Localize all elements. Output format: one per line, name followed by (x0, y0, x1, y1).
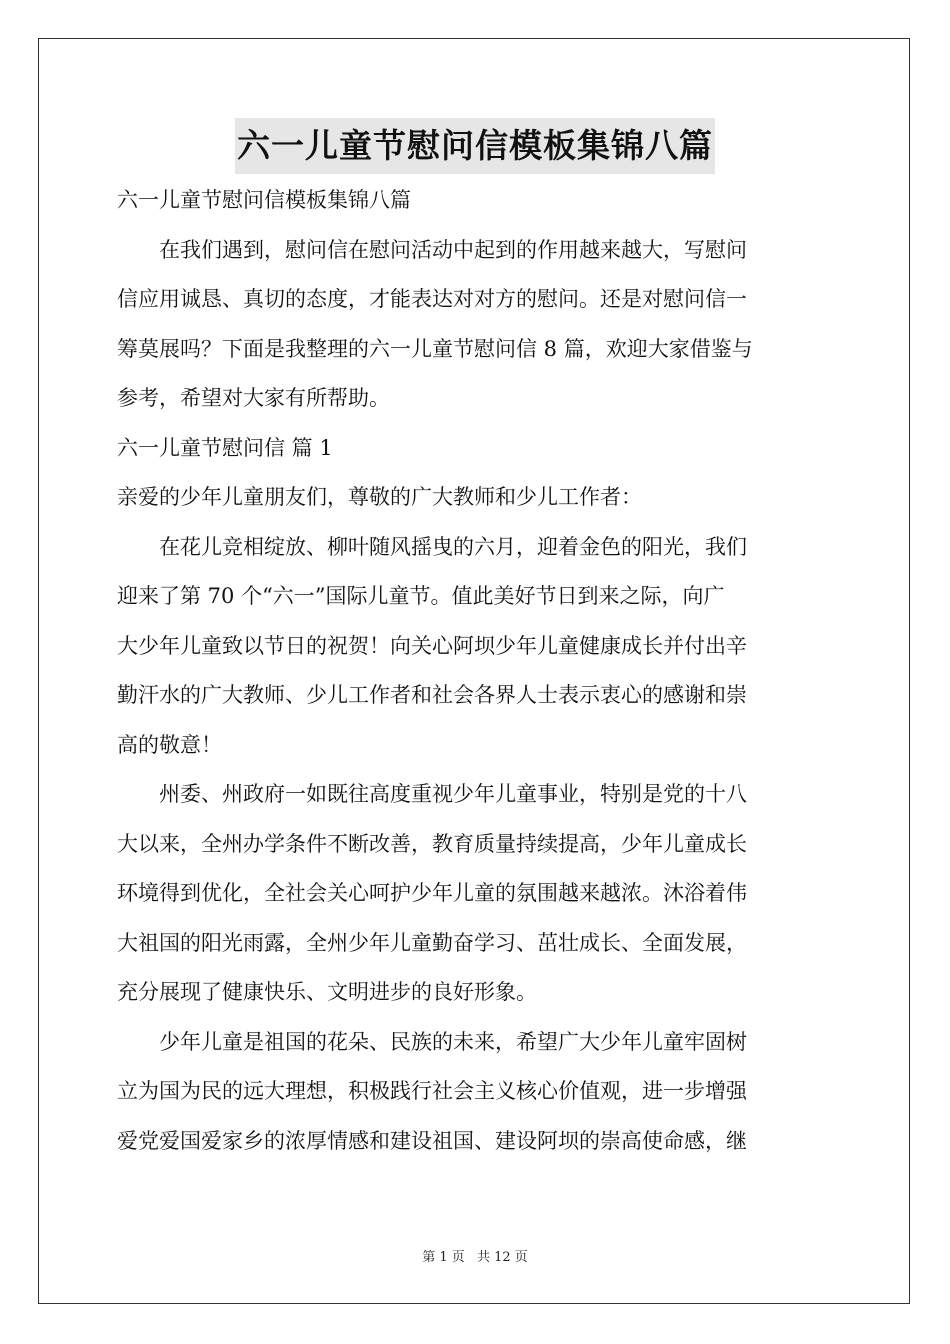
body-line: 勤汗水的广大教师、少儿工作者和社会各界人士表示衷心的感谢和崇 (117, 683, 747, 707)
body-line: 爱党爱国爱家乡的浓厚情感和建设祖国、建设阿坝的崇高使命感，继 (117, 1128, 747, 1153)
body-line: 在花儿竞相绽放、柳叶随风摇曳的六月，迎着金色的阳光，我们 (117, 534, 747, 559)
salutation: 亲爱的少年儿童朋友们，尊敬的广大教师和少儿工作者： (117, 485, 642, 509)
page-footer (0, 1246, 950, 1265)
body-line: 参考，希望对大家有所帮助。 (117, 386, 390, 410)
body-line: 少年儿童是祖国的花朵、民族的未来，希望广大少年儿童牢固树 (117, 1029, 747, 1054)
document-body (117, 176, 833, 1166)
title-container (0, 118, 950, 174)
body-line: 大祖国的阳光雨露，全州少年儿童勤奋学习、茁壮成长、全面发展， (117, 930, 747, 955)
body-line: 充分展现了健康快乐、文明进步的良好形象。 (117, 980, 537, 1004)
document-title: 六一儿童节慰问信模板集锦八篇 (235, 118, 715, 174)
page-total: 共 12 页 (476, 1250, 528, 1265)
body-line: 大少年儿童致以节日的祝贺！向关心阿坝少年儿童健康成长并付出辛 (117, 633, 747, 658)
body-line: 州委、州政府一如既往高度重视少年儿童事业，特别是党的十八 (117, 782, 747, 806)
body-line: 筹莫展吗？下面是我整理的六一儿童节慰问信 8 篇，欢迎大家借鉴与 (117, 336, 753, 361)
body-line: 信应用诚恳、真切的态度，才能表达对对方的慰问。还是对慰问信一 (117, 287, 747, 311)
body-line: 大以来，全州办学条件不断改善，教育质量持续提高，少年儿童成长 (117, 831, 747, 856)
body-line: 环境得到优化，全社会关心呵护少年儿童的氛围越来越浓。沐浴着伟 (117, 881, 747, 905)
section-heading: 六一儿童节慰问信 篇 1 (117, 435, 333, 460)
body-line: 立为国为民的远大理想，积极践行社会主义核心价值观，进一步增强 (117, 1079, 747, 1103)
body-line: 六一儿童节慰问信模板集锦八篇 (117, 188, 411, 212)
page-number: 第 1 页 (422, 1250, 465, 1265)
body-line: 迎来了第 70 个“六一”国际儿童节。值此美好节日到来之际，向广 (117, 584, 725, 608)
body-line: 在我们遇到，慰问信在慰问活动中起到的作用越来越大，写慰问 (117, 237, 747, 262)
body-line: 高的敬意！ (117, 732, 222, 757)
